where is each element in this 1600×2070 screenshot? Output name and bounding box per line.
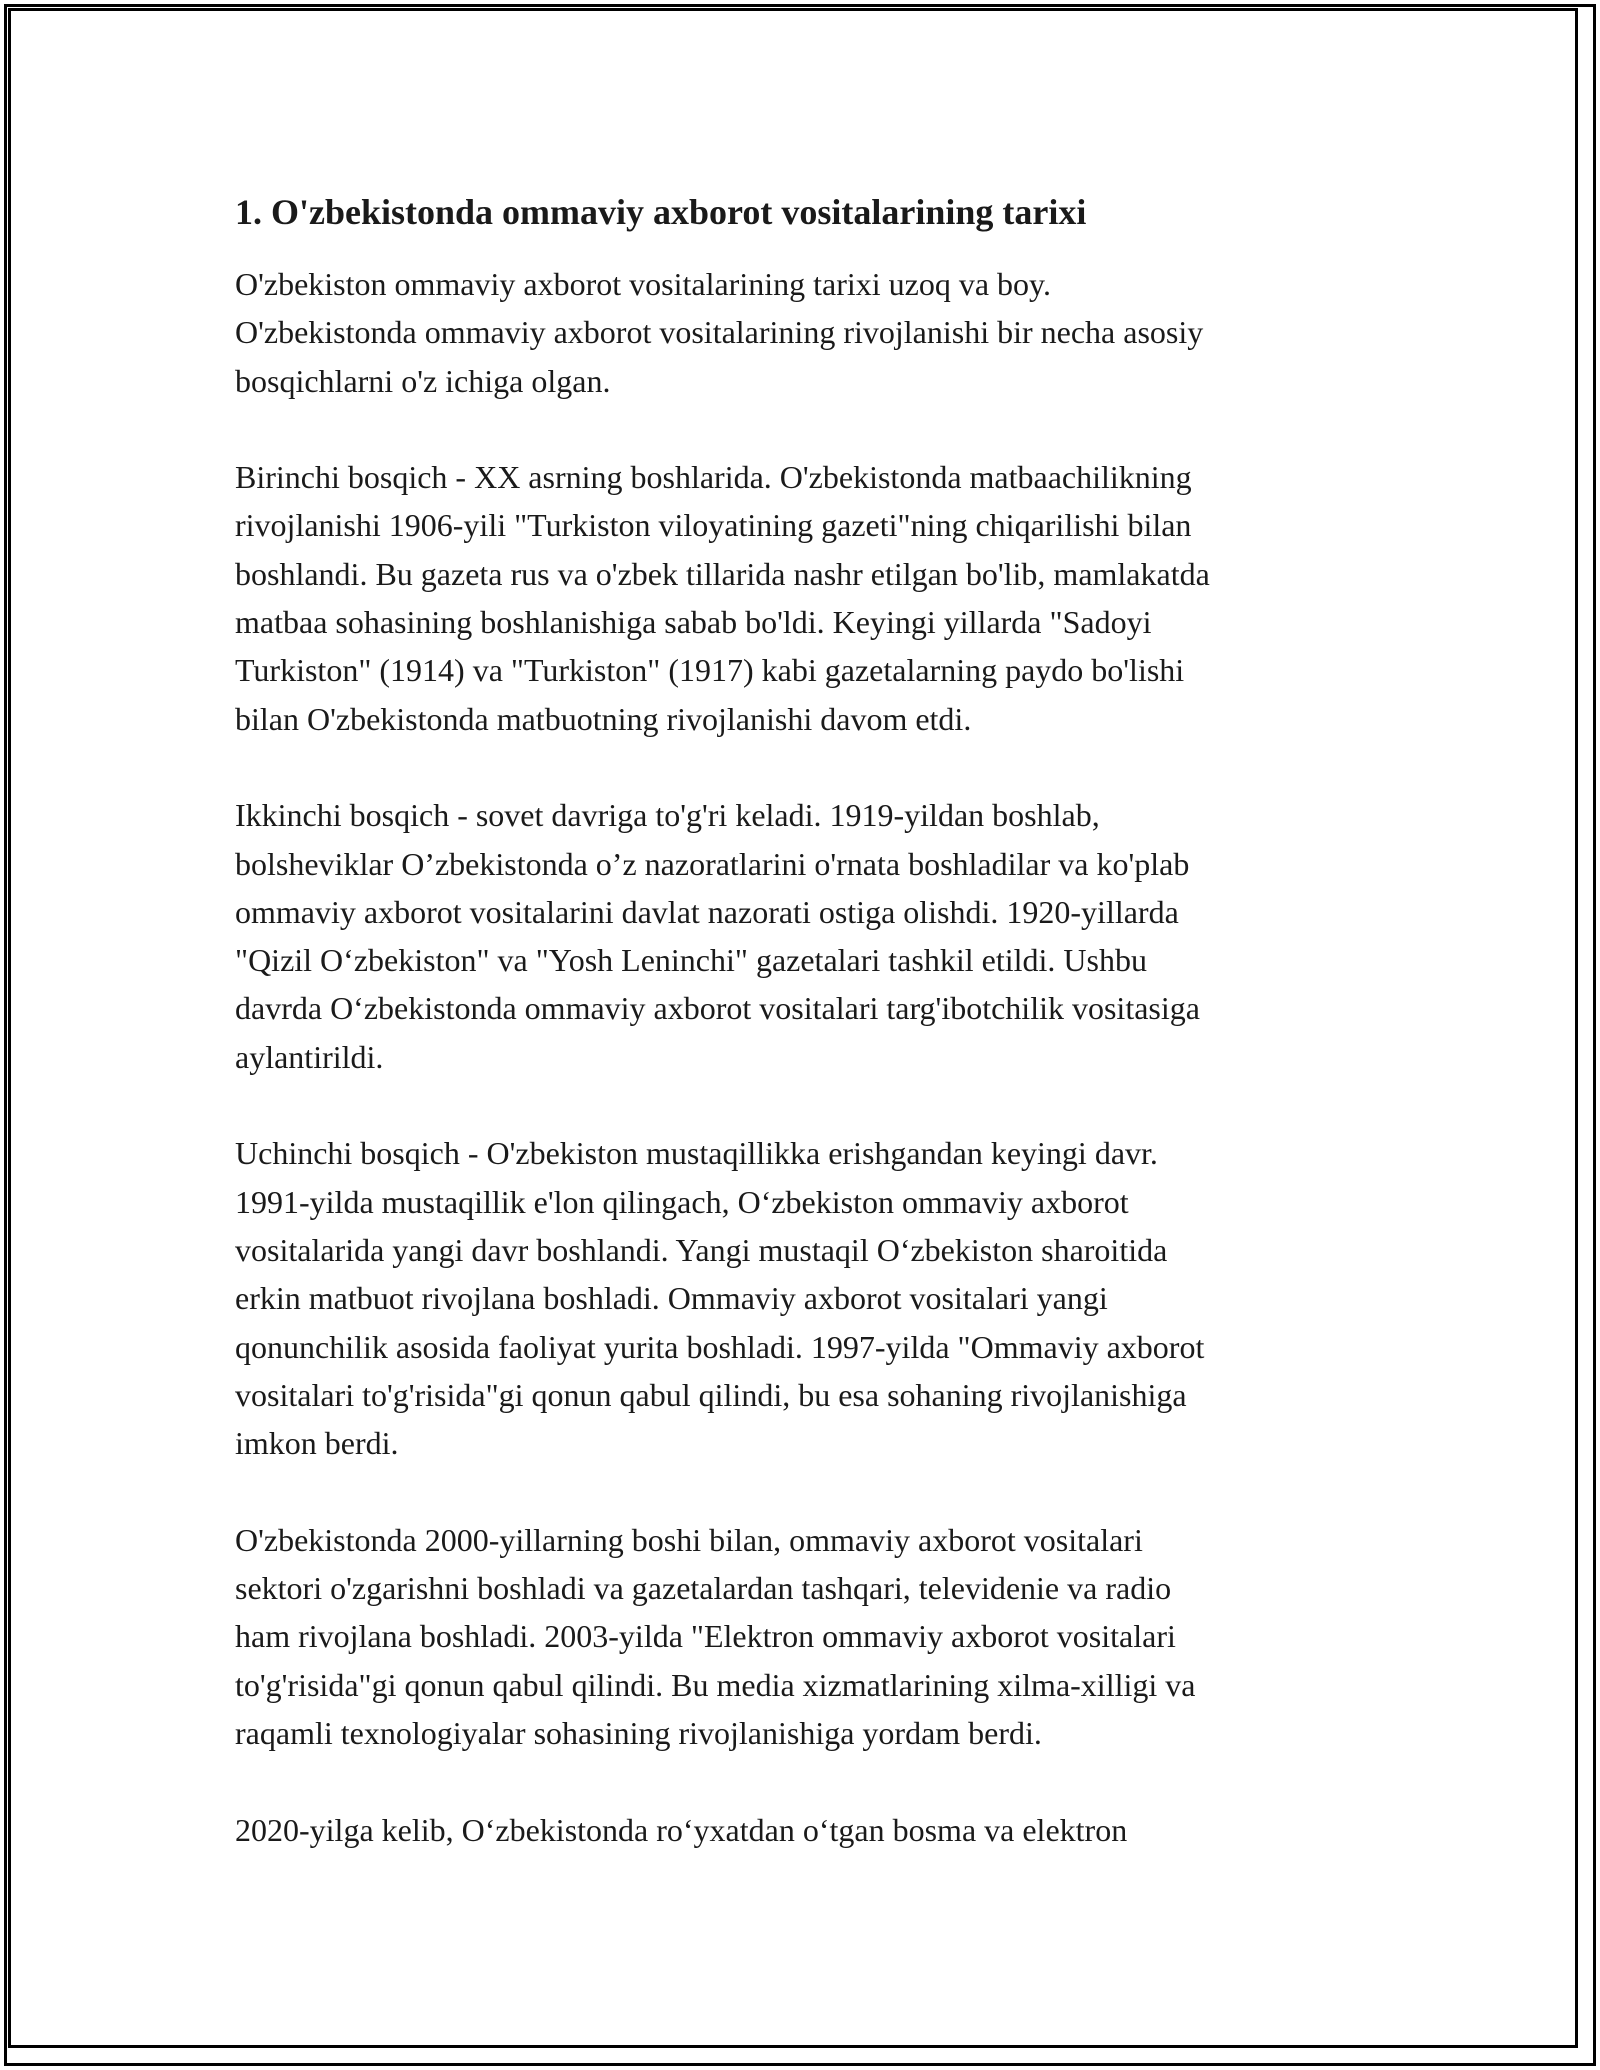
paragraph-2020	[235, 1806, 1370, 1854]
text-line: O'zbekistonda ommaviy axborot vositalarining rivojlanishi bir necha asosiy	[235, 314, 1204, 351]
text-line: erkin matbuot rivojlana boshladi. Ommaviy axborot vositalari yangi	[235, 1280, 1108, 1317]
text-line: O'zbekistonda 2000-yillarning boshi bilan, ommaviy axborot vositalari	[235, 1521, 1143, 1558]
text-line: "Qizil O‘zbekiston" va "Yosh Leninchi" gazetalari tashkil etildi. Ushbu	[235, 942, 1147, 979]
text-line: imkon berdi.	[235, 1425, 399, 1462]
text-line: bolsheviklar O’zbekistonda o’z nazoratlarini o'rnata boshladilar va ko'plab	[235, 845, 1190, 882]
text-line: boshlandi. Bu gazeta rus va o'zbek tillarida nashr etilgan bo'lib, mamlakatda	[235, 555, 1210, 592]
paragraph-2000s	[235, 1516, 1370, 1757]
paragraph-second-stage	[235, 791, 1370, 1081]
text-line: vositalari to'g'risida"gi qonun qabul qilindi, bu esa sohaning rivojlanishiga	[235, 1376, 1187, 1413]
text-line: rivojlanishi 1906-yili "Turkiston viloyatining gazeti"ning chiqarilishi bilan	[235, 507, 1192, 544]
paragraph-intro	[235, 260, 1370, 405]
text-line: Turkiston" (1914) va "Turkiston" (1917) kabi gazetalarning paydo bo'lishi	[235, 652, 1185, 689]
text-line: sektori o'zgarishni boshladi va gazetalardan tashqari, televidenie va radio	[235, 1570, 1172, 1607]
text-line: vositalarida yangi davr boshlandi. Yangi mustaqil O‘zbekiston sharoitida	[235, 1231, 1168, 1268]
text-line: Birinchi bosqich - XX asrning boshlarida. O'zbekistonda matbaachilikning	[235, 459, 1192, 496]
text-line: Uchinchi bosqich - O'zbekiston mustaqillikka erishgandan keyingi davr.	[235, 1135, 1158, 1172]
text-line: Ikkinchi bosqich - sovet davriga to'g'ri keladi. 1919-yildan boshlab,	[235, 797, 1100, 834]
text-line: bilan O'zbekistonda matbuotning rivojlanishi davom etdi.	[235, 700, 972, 737]
text-line: O'zbekiston ommaviy axborot vositalarining tarixi uzoq va boy.	[235, 266, 1051, 302]
text-line: davrda O‘zbekistonda ommaviy axborot vositalari targ'ibotchilik vositasiga	[235, 990, 1200, 1027]
text-line: qonunchilik asosida faoliyat yurita boshladi. 1997-yilda "Ommaviy axborot	[235, 1328, 1205, 1365]
text-line: matbaa sohasining boshlanishiga sabab bo'ldi. Keyingi yillarda "Sadoyi	[235, 604, 1152, 641]
text-line: bosqichlarni o'z ichiga olgan.	[235, 362, 611, 399]
document-body	[235, 188, 1370, 1902]
text-line: 1991-yilda mustaqillik e'lon qilingach, O‘zbekiston ommaviy axborot	[235, 1183, 1129, 1220]
text-line: 2020-yilga kelib, O‘zbekistonda ro‘yxatdan o‘tgan bosma va elektron	[235, 1811, 1128, 1848]
text-line: raqamli texnologiyalar sohasining rivojlanishiga yordam berdi.	[235, 1714, 1042, 1751]
text-line: ommaviy axborot vositalarini davlat nazorati ostiga olishdi. 1920-yillarda	[235, 893, 1179, 930]
page-title: 1. O'zbekistonda ommaviy axborot vositalarining tarixi	[235, 192, 1087, 232]
text-line: to'g'risida"gi qonun qabul qilindi. Bu media xizmatlarining xilma-xilligi va	[235, 1666, 1196, 1703]
text-line: aylantirildi.	[235, 1038, 384, 1075]
paragraph-third-stage	[235, 1129, 1370, 1467]
text-line: ham rivojlana boshladi. 2003-yilda "Elektron ommaviy axborot vositalari	[235, 1618, 1176, 1655]
paragraph-first-stage	[235, 453, 1370, 743]
